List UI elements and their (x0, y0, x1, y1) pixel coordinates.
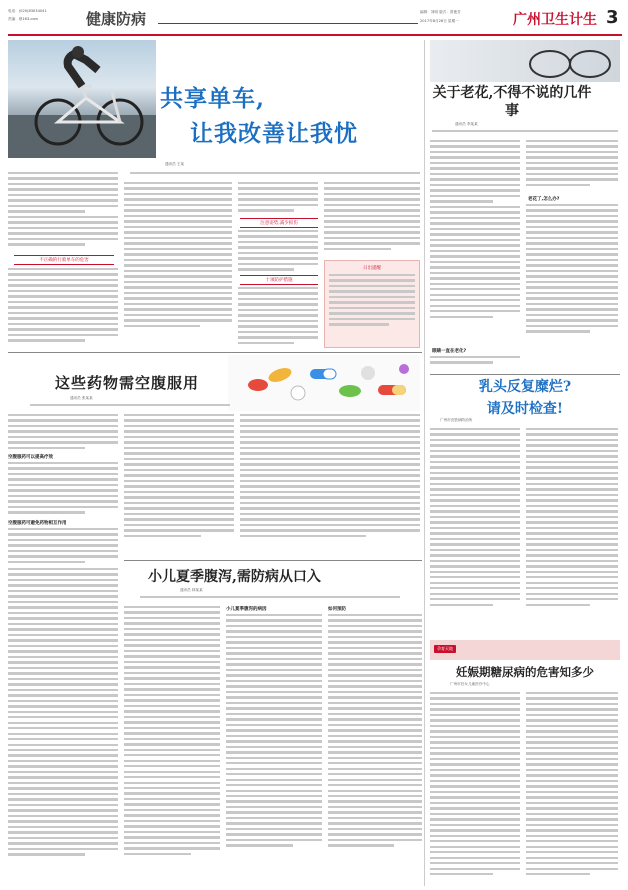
drugs-author: 通讯员 张某某 (70, 396, 93, 400)
bike-title-line1: 共享单车, (160, 85, 266, 112)
nipple-title-line1: 乳头反复糜烂? (478, 379, 572, 395)
drugs-col3 (240, 414, 420, 540)
phone-text: 电话：(020)83034041 (8, 9, 47, 13)
bike-col3-text-c (238, 287, 318, 347)
gdm-col1 (430, 692, 520, 878)
bike-col3-text-b (238, 230, 318, 274)
bike-col3-text (238, 182, 318, 215)
nipple-col1 (430, 428, 520, 609)
nipple-author: 广州市皮肤病防治所 (440, 418, 473, 422)
bike-col1-text (8, 172, 118, 249)
gdm-badge: 孕育天地 (434, 645, 456, 653)
presbyopia-author: 通讯员 李某某 (455, 122, 478, 126)
gdm-header-band (430, 640, 620, 660)
bike-subhead-1: 不正确的行骑单车的危害 (14, 255, 114, 265)
drugs-col2 (124, 414, 234, 540)
bike-byline-lines (130, 172, 420, 177)
bike-col1-text-b (8, 268, 118, 345)
date-text: 2017年8月28日 星期一 (420, 19, 459, 23)
masthead (8, 6, 622, 36)
bike-subhead-2: 注意姿势,减少损伤 (240, 218, 318, 228)
presbyopia-title: 关于老花,不得不说的几件事 (432, 85, 592, 119)
bike-tip-box (324, 260, 420, 348)
glasses-photo (430, 40, 620, 82)
gdm-title: 妊娠期糖尿病的危害知多少 (456, 665, 594, 679)
drugs-col1-c (8, 528, 118, 566)
bike-subhead-3: 十项防护措施 (240, 275, 318, 285)
red-rule (158, 23, 418, 24)
diarrhea-byline (140, 596, 400, 601)
presbyopia-col1-b (430, 356, 520, 367)
drugs-col1-b (8, 462, 118, 517)
paper-name: 广州卫生计生 (513, 12, 597, 28)
bike-author: 通讯员 王某 (165, 162, 185, 166)
drugs-subhead-1: 空腹服药可以提高疗效 (8, 455, 53, 460)
divider-h-low (124, 560, 422, 561)
diarrhea-col3 (328, 614, 422, 850)
bike-tip-title: 日出提醒 (363, 266, 381, 271)
gdm-author: 广州市妇女儿童医疗中心 (450, 682, 490, 686)
nipple-title-line2: 请及时检查! (486, 401, 564, 417)
drugs-col1 (8, 414, 118, 452)
page-number: 3 (606, 7, 619, 28)
diarrhea-col0 (8, 568, 118, 859)
nipple-col2 (526, 428, 618, 609)
gdm-col2 (526, 692, 618, 878)
section-title: 健康防病 (86, 10, 147, 28)
diarrhea-title: 小儿夏季腹泻,需防病从口入 (148, 569, 321, 585)
pills-photo (228, 355, 420, 411)
diarrhea-subhead-2: 如何预防 (328, 607, 346, 612)
bike-title-line2: 让我改善让我忧 (190, 120, 358, 147)
diarrhea-author: 通讯员 林某某 (180, 588, 203, 592)
divider-h-mid (8, 352, 422, 353)
drugs-title: 这些药物需空腹服用 (55, 374, 200, 392)
bike-col4-text (324, 182, 420, 253)
bike-col2-text (124, 182, 232, 330)
editor-text: 编辑：刘明 版式：曾艳芳 (420, 10, 461, 14)
bike-title (160, 80, 420, 148)
nipple-title (430, 376, 620, 418)
presbyopia-q1: 老花了,怎么办? (528, 197, 560, 202)
bike-photo (8, 40, 156, 158)
presbyopia-col2 (526, 140, 618, 189)
presbyopia-col2-b (526, 204, 618, 336)
diarrhea-col2 (226, 614, 322, 850)
diarrhea-subhead-1: 小儿夏季腹泻的病因 (226, 607, 267, 612)
presbyopia-col1 (430, 140, 520, 321)
diarrhea-col1 (124, 606, 220, 858)
divider-vertical-low (424, 640, 425, 886)
drugs-subhead-2: 空腹服药可避免药物相互作用 (8, 521, 67, 526)
nipple-divider (430, 374, 620, 375)
presbyopia-byline (432, 130, 618, 135)
drugs-byline (30, 404, 230, 409)
email-text: 责编：@163.com (8, 17, 39, 21)
divider-vertical-main (424, 40, 425, 640)
presbyopia-q2: 眼睛一直在老化? (432, 349, 467, 354)
